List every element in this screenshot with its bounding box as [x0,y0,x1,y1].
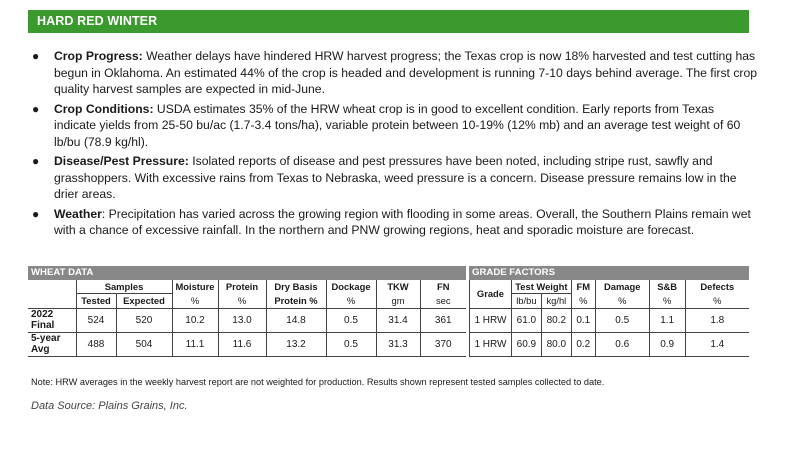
bullet-text: Weather delays have hindered HRW harvest progress; the Texas crop is now 18% harvested and test cutting has begun in Oklahoma. An estimated 44% of the crop is headed and development is running 7-10 days behind average. The first crop quality harvest samples are expected in mid-June. [54,49,758,96]
bullet-icon: ● [32,49,40,63]
wheat-data-table [28,266,466,357]
unit-damage: % [595,293,649,308]
cell-moisture: 11.1 [172,332,218,356]
cell-kghl: 80.2 [541,308,571,332]
cell-grade: 1 HRW [470,308,512,332]
cell-sb: 0.9 [649,332,685,356]
cell-moisture: 10.2 [172,308,218,332]
cell-protein: 13.0 [218,308,266,332]
col-fn: FN [437,281,450,292]
cell-defects: 1.8 [710,314,725,326]
corner-cell [28,280,76,293]
cell-dockage: 0.5 [326,332,376,356]
table-row [470,308,750,332]
cell-kghl: 80.0 [541,332,571,356]
cell-fn: 370 [434,338,452,350]
grade-factors-title: GRADE FACTORS [469,266,749,280]
cell-expected: 520 [116,308,172,332]
table-row [28,332,466,356]
grade-factors-grid [469,280,749,357]
cell-grade: 1 HRW [470,332,512,356]
cell-drybasis: 14.8 [266,308,326,332]
col-defects: Defects [700,281,735,292]
bullet-label: Crop Conditions: [54,101,154,116]
bullet-weather [28,206,758,239]
col-samples: Samples [76,280,172,293]
bullet-label: Disease/Pest Pressure: [54,154,189,168]
unit-dockage: % [326,293,376,308]
cell-tested: 488 [76,332,116,356]
col-sb: S&B [649,280,685,293]
col-fm: FM [571,280,595,293]
section-header [28,10,749,33]
col-drybasis: Dry Basis [266,280,326,293]
col-moisture: Moisture [172,280,218,293]
wheat-data-grid [28,280,466,357]
unit-moisture: % [172,293,218,308]
cell-tested: 524 [76,308,116,332]
bullet-disease-pest [28,153,758,203]
unit-fm: % [571,293,595,308]
col-protein: Protein [218,280,266,293]
unit-tkw: gm [376,293,420,308]
table-row [470,332,750,356]
data-source: Data Source: Plains Grains, Inc. [31,400,188,412]
cell-fn: 361 [434,314,452,326]
bullet-label: Crop Progress: [54,49,143,63]
row-label: 5-year Avg [28,332,76,356]
unit-lbbu: lb/bu [511,293,541,308]
bullet-crop-conditions [28,101,758,151]
cell-lbbu: 61.0 [511,308,541,332]
cell-tkw: 31.4 [376,308,420,332]
col-testweight: Test Weight [511,280,571,293]
cell-damage: 0.6 [595,332,649,356]
cell-defects: 1.4 [710,338,725,350]
wheat-data-title: WHEAT DATA [28,266,466,280]
unit-drybasis: Protein % [266,293,326,308]
cell-lbbu: 60.9 [511,332,541,356]
unit-sb: % [649,293,685,308]
row-label: 2022 Final [28,308,76,332]
col-tested: Tested [76,293,116,308]
grade-factors-table [469,266,749,357]
cell-drybasis: 13.2 [266,332,326,356]
section-title: HARD RED WINTER [37,14,158,28]
footnote: Note: HRW averages in the weekly harvest report are not weighted for production. Results shown represent tested samples collected to date. [31,377,605,387]
bullet-icon: ● [32,206,40,221]
cell-dockage: 0.5 [326,308,376,332]
bullet-text: USDA estimates 35% of the HRW wheat crop is in good to excellent condition. Early reports from Texas indicate yields from 25-50 bu/ac (1.7-3.4 tons/ha), variable protein between 10-19% (12% mb) and an average test weight of 60 lb/bu (78.9 kg/hl). [54,101,741,149]
cell-fm: 0.2 [571,332,595,356]
unit-defects: % [713,294,722,306]
bullet-icon: ● [32,101,40,116]
unit-fn: sec [435,294,451,306]
cell-fm: 0.1 [571,308,595,332]
col-tkw: TKW [376,280,420,293]
table-row [28,308,466,332]
col-expected: Expected [116,293,172,308]
bullet-text: : Precipitation has varied across the growing region with flooding in some areas. Overall, the Southern Plains remain wet with a chance of excessive rainfall. In the northern and PNW growing regions, heat and sporadic moisture are forecast. [54,206,751,237]
corner-cell [28,293,76,308]
unit-protein: % [218,293,266,308]
col-dockage: Dockage [326,280,376,293]
col-damage: Damage [595,280,649,293]
bullet-label: Weather [54,206,102,221]
bullet-text: Isolated reports of disease and pest pressures have been noted, including stripe rust, sawfly and grasshoppers. With excessive rains from Texas to Nebraska, weed pressure is a concern. Disease pressure remains low in the drier areas. [54,154,737,201]
cell-damage: 0.5 [595,308,649,332]
bullet-icon: ● [32,154,40,168]
bullet-list [28,48,758,242]
cell-sb: 1.1 [649,308,685,332]
cell-expected: 504 [116,332,172,356]
cell-tkw: 31.3 [376,332,420,356]
bullet-crop-progress [28,48,758,98]
col-grade: Grade [470,280,512,308]
cell-protein: 11.6 [218,332,266,356]
unit-kghl: kg/hl [541,293,571,308]
